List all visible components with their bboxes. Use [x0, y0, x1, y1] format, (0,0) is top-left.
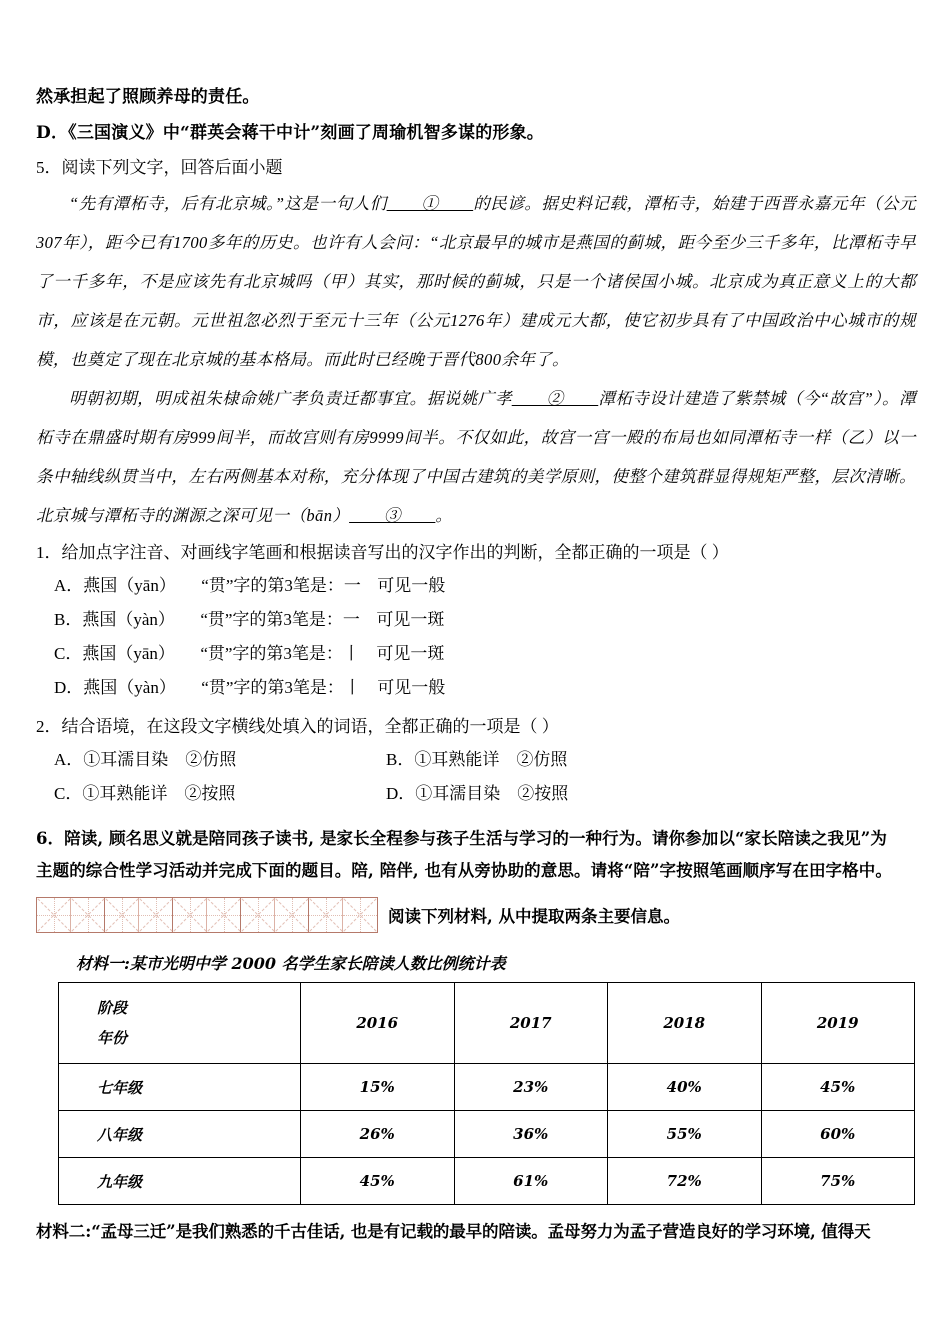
material-two-text: 材料二:“孟母三迁”是我们熟悉的千古佳话, 也是有记载的最早的陪读。孟母努力为孟子营造良好的学习环境, 值得天 [36, 1222, 871, 1241]
question-2-options-row-2 [36, 777, 916, 811]
cell-grade8-2019: 60% [761, 1111, 915, 1158]
option-label: A． [54, 576, 84, 595]
option-label: C． [54, 784, 83, 803]
cell-grade7-2017: 23% [454, 1064, 608, 1111]
question-1-option-b[interactable] [36, 603, 916, 637]
option-label: B． [54, 610, 83, 629]
question-6-stem-line-2: 主题的综合性学习活动并完成下面的题目。陪, 陪伴, 也有从旁协助的意思。请将“陪”字按照笔画顺序写在田字格中。 [36, 861, 892, 880]
cross-horizontal-guide [105, 915, 138, 916]
fill-blank[interactable]: ____③____ [349, 506, 436, 525]
question-2-option-a[interactable] [54, 743, 386, 777]
table-header-2017: 2017 [454, 983, 608, 1064]
fill-blank[interactable]: ____②____ [511, 389, 599, 408]
passage-paragraph-2: 明朝初期，明成祖朱棣命姚广孝负责迁都事宜。据说姚广孝____②____潭柘寺设计建造了紫禁城（今“故宫”）。潭柘寺在鼎盛时期有房999间半，而故宫则有房9999间半。不仅如此，故宫一宫一殿的布局也如同潭柘寺一样（乙）以一条中轴线纵贯当中，左右两侧基本对称，充分体现了中国古建筑的美学原则，使整个建筑群显得规矩严整，层次清晰。北京城与潭柘寺的渊源之深可见一（bān）____③____。 [36, 389, 916, 525]
option-text: ①耳熟能详 ②仿照 [414, 750, 568, 769]
table-header-row [59, 983, 915, 1064]
option-col2: “贯”字的第3笔是：丨 [200, 644, 360, 663]
cross-vertical-guide [88, 898, 89, 932]
option-label: D． [386, 784, 416, 803]
cross-horizontal-guide [275, 915, 308, 916]
option-text: ①耳熟能详 ②按照 [82, 784, 236, 803]
cross-vertical-guide [360, 898, 361, 932]
tianzige-cell[interactable] [105, 898, 139, 932]
chaperone-statistics-table [58, 982, 915, 1205]
cross-vertical-guide [190, 898, 191, 932]
cell-grade8-2018: 55% [608, 1111, 762, 1158]
cell-grade9-2018: 72% [608, 1158, 762, 1205]
table-row [59, 1158, 915, 1205]
tianzige-cell[interactable] [139, 898, 173, 932]
option-col1: 燕国（yàn） [83, 678, 176, 697]
cell-grade7-2018: 40% [608, 1064, 762, 1111]
option-col2: “贯”字的第3笔是：丨 [201, 678, 361, 697]
cross-vertical-guide [156, 898, 157, 932]
passage-paragraph-1: “先有潭柘寺，后有北京城。”这是一句人们____①____的民谚。据史料记载，潭柘寺，始建于西晋永嘉元年（公元307年），距今已有1700多年的历史。也许有人会问：“北京最早的城市是燕国的蓟城，距今至少三千多年，比潭柘寺早了一千多年，不是应该先有北京城吗（甲）其实，那时候的蓟城，只是一个诸侯国小城。北京成为真正意义上的大都市，应该是在元朝。元世祖忽必烈于至元十三年（公元1276年）建成元大都，使它初步具有了中国政治中心城市的规模，也奠定了现在北京城的基本格局。而此时已经晚于晋代800余年了。 [36, 194, 916, 369]
cell-grade7-2016: 15% [301, 1064, 455, 1111]
option-col3: 可见一斑 [376, 644, 445, 663]
option-label: B． [386, 750, 415, 769]
page-content-column [36, 82, 916, 1247]
corner-label-stage: 阶段 [97, 999, 128, 1017]
carryover-text: 然承担起了照顾养母的责任。 [36, 87, 260, 107]
question-1-option-d[interactable] [36, 671, 916, 705]
option-col1: 燕国（yān） [82, 644, 175, 663]
table-header-2016: 2016 [301, 983, 455, 1064]
question-1-option-a[interactable] [36, 569, 916, 603]
question-5-stem: 5．阅读下列文字，回答后面小题 [36, 158, 283, 177]
tianzige-cell[interactable] [309, 898, 343, 932]
tianzige-cell[interactable] [173, 898, 207, 932]
row-label-grade9: 九年级 [59, 1158, 301, 1205]
question-1-option-c[interactable] [36, 637, 916, 671]
table-header-2019: 2019 [761, 983, 915, 1064]
question-2-stem: 2．结合语境，在这段文字横线处填入的词语，全都正确的一项是（ ） [36, 717, 559, 736]
table-row [59, 1064, 915, 1111]
row-label-grade8: 八年级 [59, 1111, 301, 1158]
cross-horizontal-guide [173, 915, 206, 916]
corner-label-year: 年份 [97, 1029, 128, 1047]
cross-vertical-guide [326, 898, 327, 932]
option-text: ①耳濡目染 ②按照 [415, 784, 569, 803]
after-grid-instruction: 阅读下列材料, 从中提取两条主要信息。 [388, 907, 680, 926]
cross-vertical-guide [224, 898, 225, 932]
question-2-option-d[interactable] [386, 777, 718, 811]
tianzige-grid[interactable] [36, 897, 378, 933]
tianzige-cell[interactable] [275, 898, 309, 932]
cross-vertical-guide [258, 898, 259, 932]
tianzige-cell[interactable] [207, 898, 241, 932]
option-col3: 可见一般 [377, 678, 446, 697]
tianzige-cell[interactable] [241, 898, 275, 932]
question-2-option-b[interactable] [386, 743, 718, 777]
row-label-grade7: 七年级 [59, 1064, 301, 1111]
cell-grade8-2016: 26% [301, 1111, 455, 1158]
cross-vertical-guide [122, 898, 123, 932]
cross-vertical-guide [54, 898, 55, 932]
option-col1: 燕国（yān） [83, 576, 176, 595]
option-label: C． [54, 644, 83, 663]
cell-grade7-2019: 45% [761, 1064, 915, 1111]
tianzige-cell[interactable] [37, 898, 71, 932]
cell-grade9-2017: 61% [454, 1158, 608, 1205]
cell-grade8-2017: 36% [454, 1111, 608, 1158]
writing-grid-row [36, 897, 916, 933]
table-row [59, 1111, 915, 1158]
fill-blank[interactable]: ____①____ [386, 194, 474, 213]
reading-passage [36, 184, 916, 535]
cross-vertical-guide [292, 898, 293, 932]
question-6-stem-line-1: 6．陪读, 顾名思义就是陪同孩子读书, 是家长全程参与孩子生活与学习的一种行为。请你参加以“家长陪读之我见”为 [36, 829, 887, 848]
cross-horizontal-guide [139, 915, 172, 916]
cross-horizontal-guide [71, 915, 104, 916]
cross-horizontal-guide [207, 915, 240, 916]
tianzige-cell[interactable] [71, 898, 105, 932]
option-col2: “贯”字的第3笔是：一 [200, 610, 360, 629]
cell-grade9-2016: 45% [301, 1158, 455, 1205]
cross-horizontal-guide [241, 915, 274, 916]
material-one-caption: 材料一:某市光明中学 2000 名学生家长陪读人数比例统计表 [76, 954, 506, 973]
option-label: D． [54, 678, 84, 697]
option-col3: 可见一斑 [376, 610, 445, 629]
question-2-option-c[interactable] [54, 777, 386, 811]
tianzige-cell[interactable] [343, 898, 377, 932]
question-2-options-row-1 [36, 743, 916, 777]
cross-horizontal-guide [37, 915, 70, 916]
option-col3: 可见一般 [377, 576, 446, 595]
table-corner-cell [59, 983, 301, 1064]
option-col2: “贯”字的第3笔是：一 [201, 576, 361, 595]
option-col1: 燕国（yàn） [82, 610, 175, 629]
previous-option-d: D．《三国演义》中“群英会蒋干中计”刻画了周瑜机智多谋的形象。 [36, 123, 544, 143]
option-text: ①耳濡目染 ②仿照 [83, 750, 237, 769]
table-header-2018: 2018 [608, 983, 762, 1064]
cross-horizontal-guide [309, 915, 342, 916]
cell-grade9-2019: 75% [761, 1158, 915, 1205]
question-1-stem: 1．给加点字注音、对画线字笔画和根据读音写出的汉字作出的判断，全都正确的一项是（ ） [36, 543, 729, 562]
option-label: A． [54, 750, 84, 769]
